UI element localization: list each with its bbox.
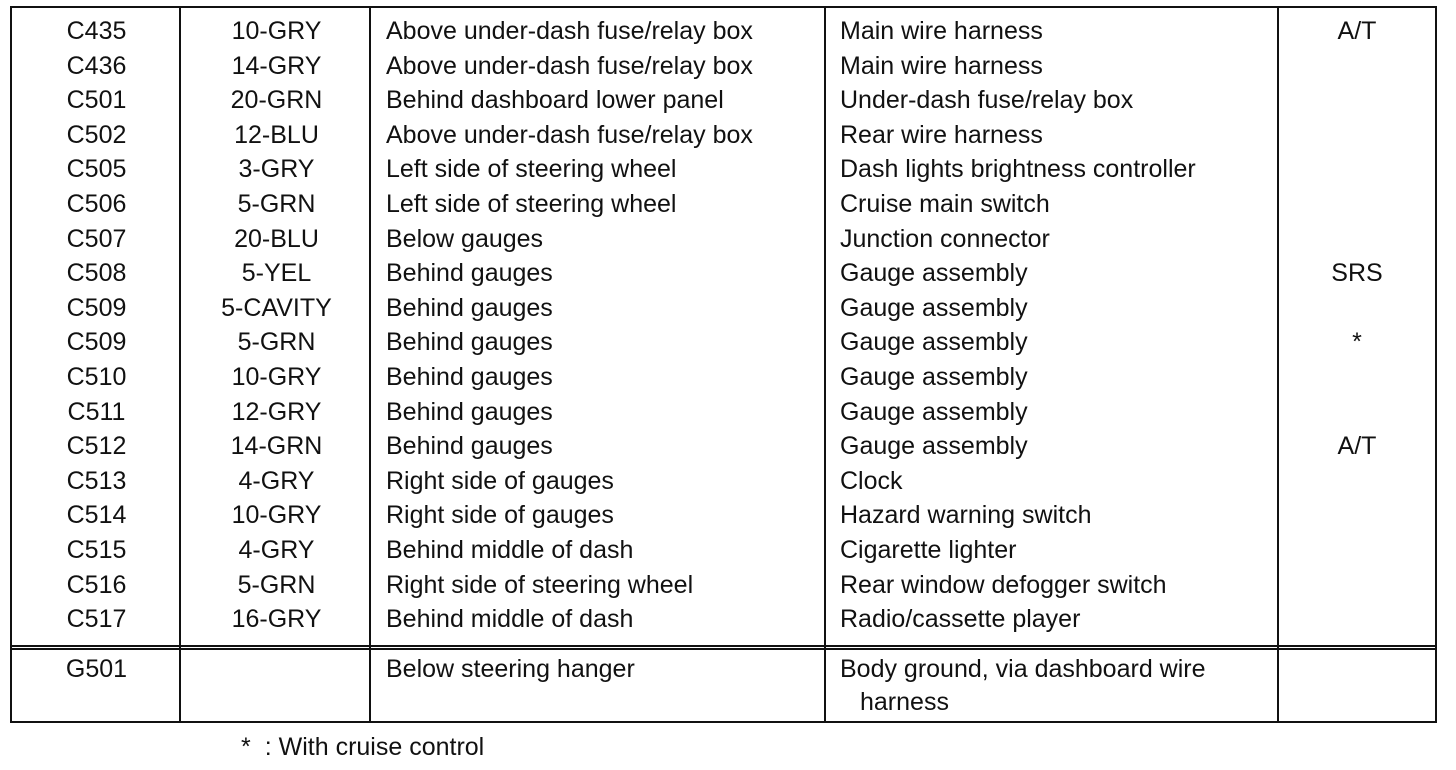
connects-to: Hazard warning switch bbox=[840, 501, 1092, 530]
table-row bbox=[12, 256, 1435, 291]
location: Left side of steering wheel bbox=[386, 155, 677, 184]
note bbox=[1279, 222, 1435, 257]
connects-to: Junction connector bbox=[840, 224, 1050, 253]
wire-spec: 20-GRN bbox=[230, 86, 323, 115]
wire-spec: 16-GRY bbox=[231, 605, 322, 634]
connects-to: Cruise main switch bbox=[840, 189, 1050, 218]
connector-id: C508 bbox=[66, 259, 127, 288]
location: Right side of gauges bbox=[386, 501, 614, 530]
connects-to: Gauge assembly bbox=[840, 397, 1028, 426]
footnote-text: : With cruise control bbox=[264, 733, 485, 761]
connector-id: C509 bbox=[66, 293, 127, 322]
wire-spec: 5-CAVITY bbox=[221, 293, 332, 322]
connector-id: G501 bbox=[65, 655, 128, 683]
location: Behind gauges bbox=[386, 293, 553, 322]
wire-spec: 10-GRY bbox=[231, 17, 322, 45]
table-row bbox=[12, 360, 1435, 395]
location: Above under-dash fuse/relay box bbox=[386, 51, 753, 80]
note bbox=[1279, 152, 1435, 187]
connector-id: C506 bbox=[66, 189, 127, 218]
connects-to: Dash lights brightness controller bbox=[840, 155, 1196, 184]
connector-id: C510 bbox=[66, 362, 127, 391]
location: Above under-dash fuse/relay box bbox=[386, 17, 753, 45]
table-row bbox=[12, 152, 1435, 187]
table-row bbox=[12, 14, 1435, 49]
note bbox=[1279, 568, 1435, 603]
connector-id: C516 bbox=[66, 570, 127, 599]
table-row bbox=[12, 498, 1435, 533]
table-row bbox=[12, 568, 1435, 603]
footnote-mark: * bbox=[241, 733, 251, 761]
connects-to: Rear window defogger switch bbox=[840, 570, 1167, 599]
connector-id: C511 bbox=[67, 397, 126, 426]
connector-id: C517 bbox=[66, 605, 127, 634]
connects-to: Rear wire harness bbox=[840, 120, 1043, 149]
note bbox=[1279, 533, 1435, 568]
connector-table bbox=[10, 6, 1437, 723]
wire-spec: 14-GRY bbox=[231, 51, 322, 80]
note bbox=[1279, 187, 1435, 222]
wire-spec: 14-GRN bbox=[230, 432, 323, 461]
connector-id: C507 bbox=[66, 224, 127, 253]
wire-spec: 3-GRY bbox=[238, 155, 315, 184]
connects-to: Gauge assembly bbox=[840, 293, 1028, 322]
connects-to: Gauge assembly bbox=[840, 362, 1028, 391]
connector-id: C512 bbox=[66, 432, 127, 461]
location: Behind gauges bbox=[386, 259, 553, 288]
table-row bbox=[12, 49, 1435, 84]
note: A/T bbox=[1337, 17, 1377, 45]
location: Behind gauges bbox=[386, 362, 553, 391]
location: Above under-dash fuse/relay box bbox=[386, 120, 753, 149]
connects-to-line: harness bbox=[860, 688, 949, 716]
table-row bbox=[12, 83, 1435, 118]
connects-to-line: Body ground, via dashboard wire bbox=[840, 655, 1206, 683]
connector-id: C435 bbox=[66, 17, 127, 45]
connector-id: C515 bbox=[66, 535, 127, 564]
connector-id: C501 bbox=[66, 86, 127, 115]
table-row bbox=[12, 187, 1435, 222]
note bbox=[1279, 118, 1435, 153]
note bbox=[1279, 464, 1435, 499]
connects-to: Radio/cassette player bbox=[840, 605, 1081, 634]
location: Behind middle of dash bbox=[386, 605, 634, 634]
wire-spec: 4-GRY bbox=[238, 535, 315, 564]
wire-spec: 20-BLU bbox=[234, 224, 319, 253]
connector-id: C436 bbox=[66, 51, 127, 80]
location: Behind gauges bbox=[386, 328, 553, 357]
table-row bbox=[12, 118, 1435, 153]
section-divider bbox=[12, 645, 1435, 650]
location: Behind middle of dash bbox=[386, 535, 634, 564]
wire-spec: 12-GRY bbox=[231, 397, 322, 426]
location: Behind gauges bbox=[386, 432, 553, 461]
connector-id: C505 bbox=[66, 155, 127, 184]
note bbox=[1279, 602, 1435, 637]
connects-to: Gauge assembly bbox=[840, 328, 1028, 357]
connects-to bbox=[840, 653, 1270, 719]
wire-spec: 12-BLU bbox=[234, 120, 319, 149]
connects-to: Cigarette lighter bbox=[840, 535, 1017, 564]
wire-spec: 5-GRN bbox=[237, 189, 316, 218]
wire-spec: 10-GRY bbox=[231, 501, 322, 530]
note bbox=[1279, 498, 1435, 533]
connector-id: C509 bbox=[66, 328, 127, 357]
note: SRS bbox=[1331, 259, 1383, 288]
note bbox=[1279, 395, 1435, 430]
table-row bbox=[12, 429, 1435, 464]
table-row bbox=[12, 602, 1435, 637]
connects-to: Gauge assembly bbox=[840, 432, 1028, 461]
table-row bbox=[12, 464, 1435, 499]
location: Right side of gauges bbox=[386, 466, 614, 495]
connector-rows bbox=[12, 14, 1435, 637]
note: * bbox=[1352, 328, 1362, 357]
wire-spec: 5-GRN bbox=[237, 570, 316, 599]
table-row bbox=[12, 291, 1435, 326]
table-row bbox=[12, 325, 1435, 360]
note bbox=[1279, 360, 1435, 395]
connector-id: C514 bbox=[66, 501, 127, 530]
location: Below gauges bbox=[386, 224, 544, 253]
table-row bbox=[12, 222, 1435, 257]
location: Behind gauges bbox=[386, 397, 553, 426]
note: A/T bbox=[1337, 432, 1377, 461]
connects-to: Clock bbox=[840, 466, 903, 495]
location: Right side of steering wheel bbox=[386, 570, 694, 599]
footnote bbox=[241, 732, 484, 762]
note bbox=[1279, 83, 1435, 118]
connector-id: C502 bbox=[66, 120, 127, 149]
connects-to: Main wire harness bbox=[840, 17, 1043, 45]
location: Left side of steering wheel bbox=[386, 189, 677, 218]
note bbox=[1279, 291, 1435, 326]
connects-to: Main wire harness bbox=[840, 51, 1043, 80]
table-row bbox=[12, 395, 1435, 430]
connector-id: C513 bbox=[66, 466, 127, 495]
wire-spec: 5-GRN bbox=[237, 328, 316, 357]
note bbox=[1279, 49, 1435, 84]
wire-spec: 4-GRY bbox=[238, 466, 315, 495]
connects-to: Gauge assembly bbox=[840, 259, 1028, 288]
location: Below steering hanger bbox=[386, 655, 635, 683]
connects-to: Under-dash fuse/relay box bbox=[840, 86, 1134, 115]
table-row bbox=[12, 533, 1435, 568]
wire-spec: 10-GRY bbox=[231, 362, 322, 391]
wire-spec: 5-YEL bbox=[241, 259, 312, 288]
location: Behind dashboard lower panel bbox=[386, 86, 724, 115]
